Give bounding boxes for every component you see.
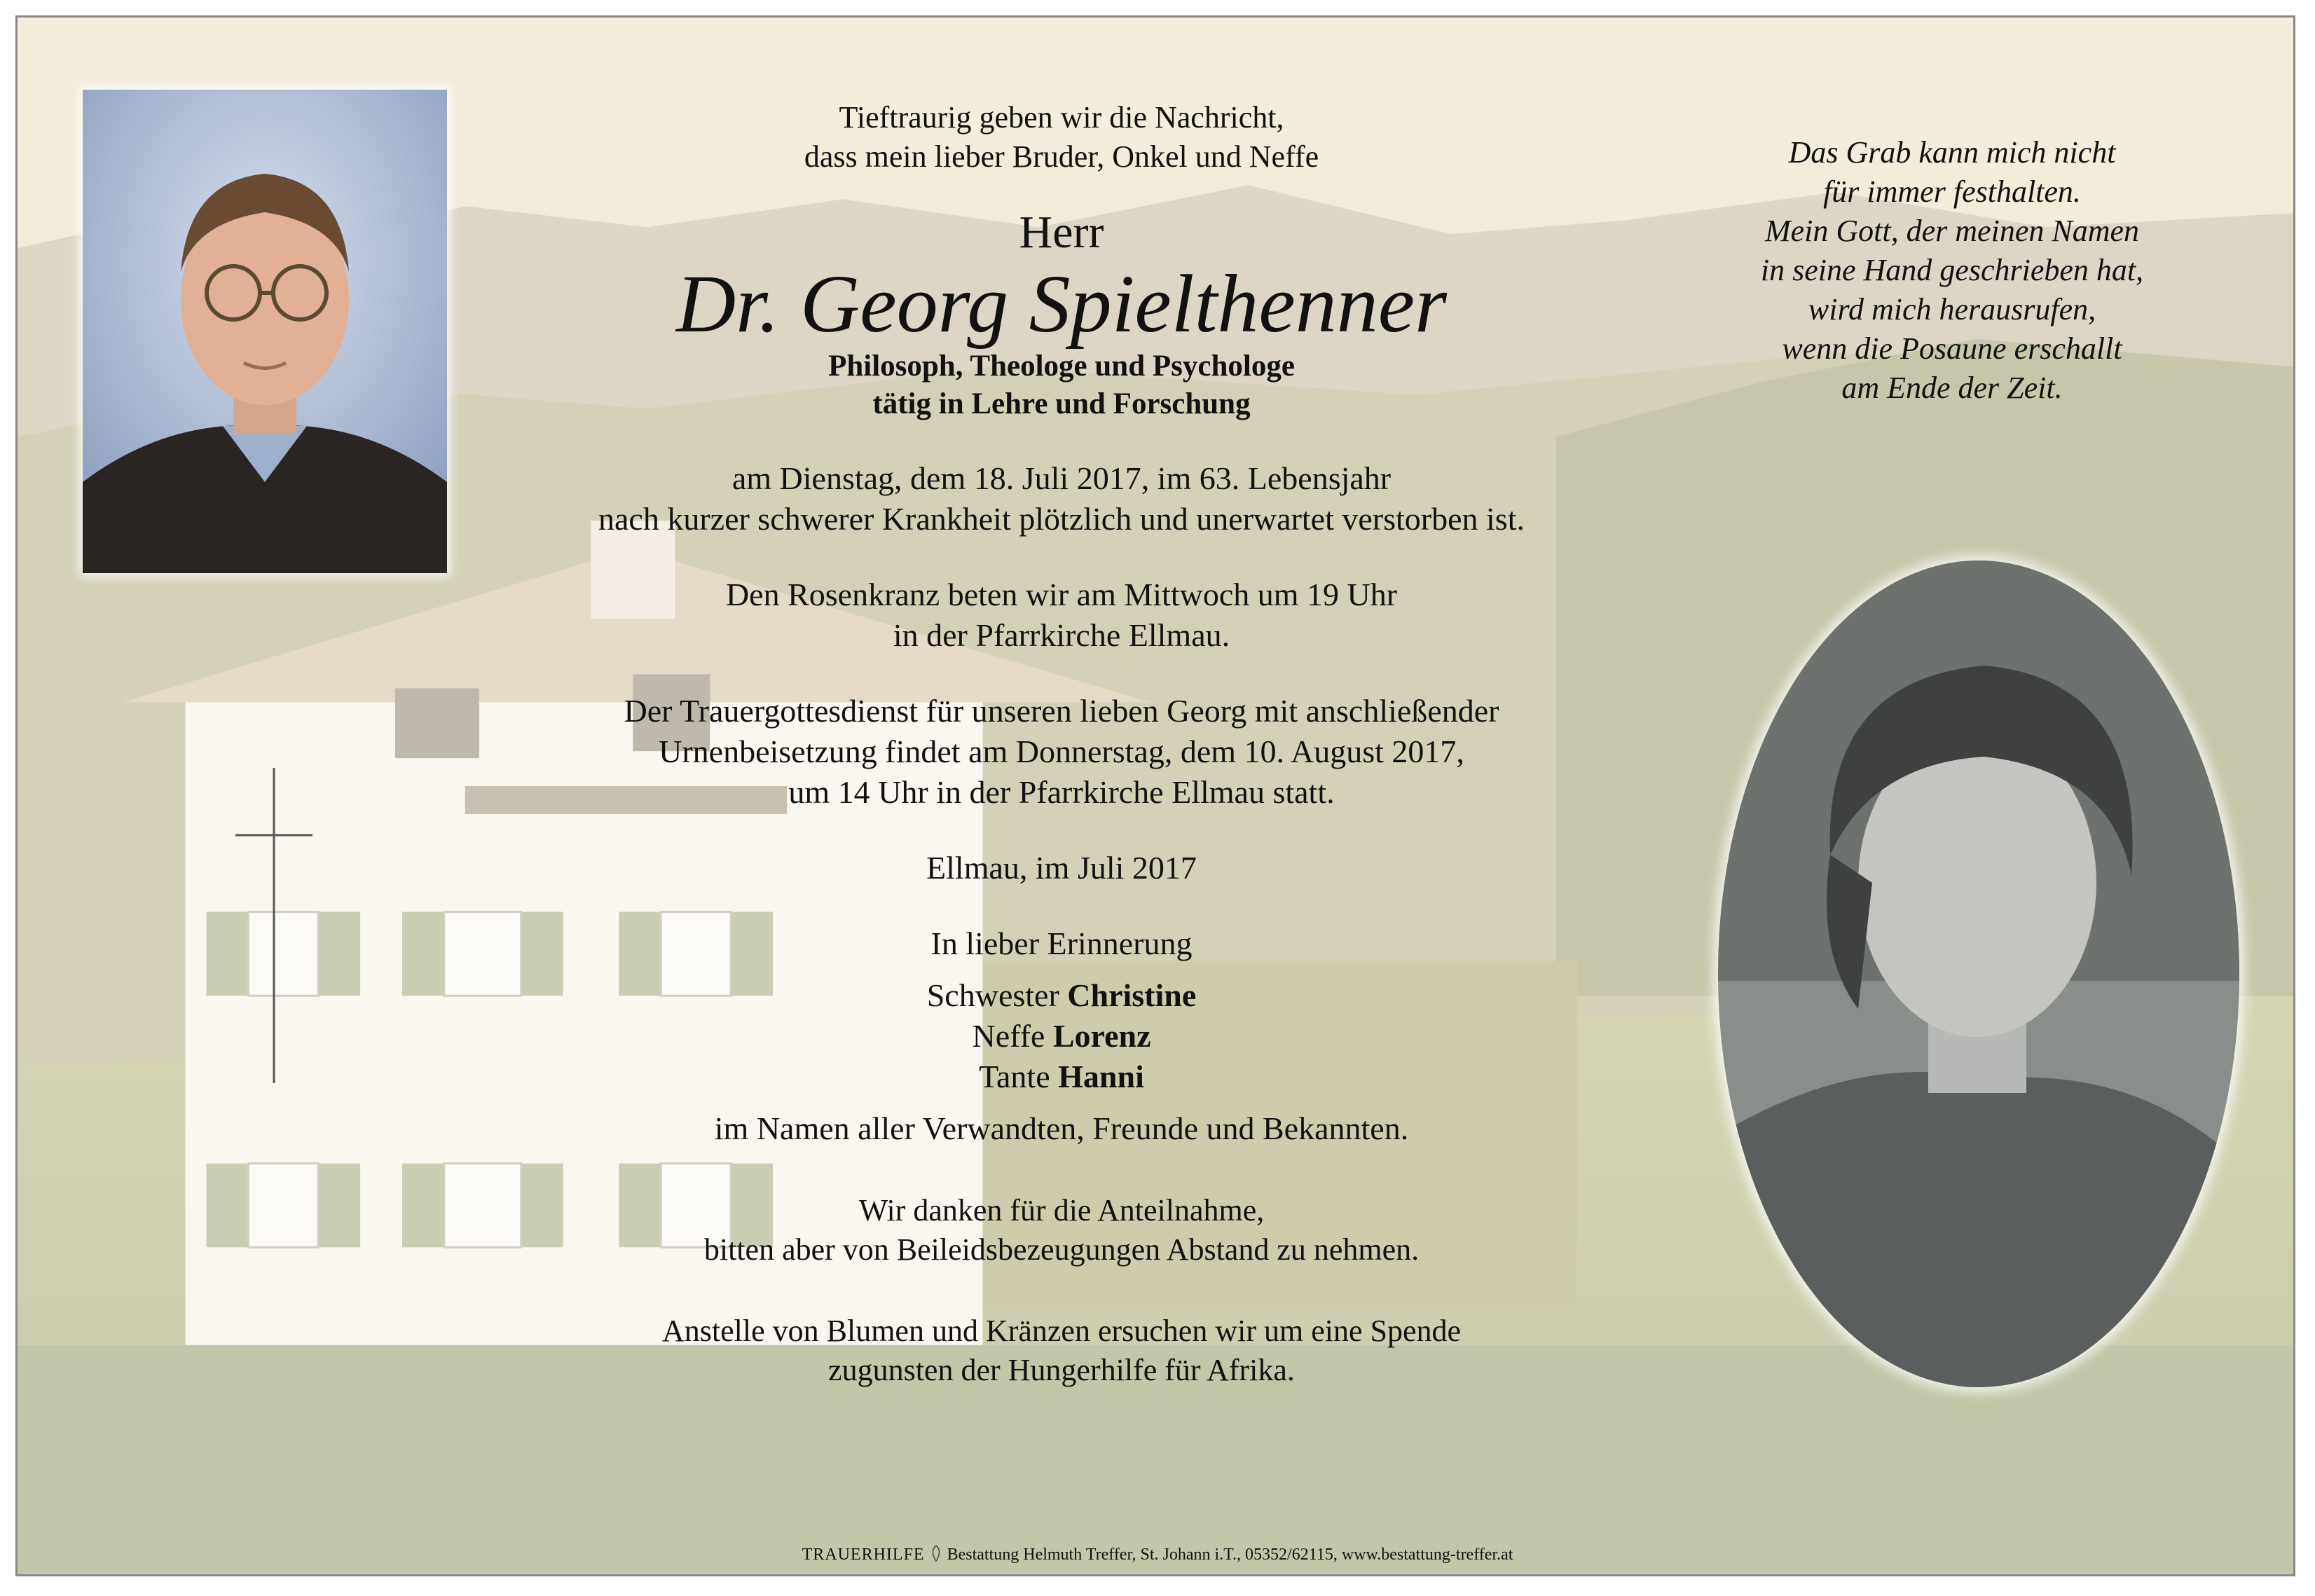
family-member bbox=[490, 975, 1633, 1016]
thanks-line: bitten aber von Beileidsbezeugungen Abstand zu nehmen. bbox=[703, 1232, 1420, 1267]
thanks-line: Wir danken für die Anteilnahme, bbox=[858, 1193, 1265, 1227]
verse-line: wird mich herausrufen, bbox=[1808, 292, 2096, 326]
deceased-name: Dr. Georg Spielthenner bbox=[675, 258, 1448, 350]
family-role: Tante bbox=[979, 1059, 1050, 1094]
donation-line: zugunsten der Hungerhilfe für Afrika. bbox=[828, 1353, 1295, 1387]
family-role: Neffe bbox=[972, 1018, 1045, 1054]
profession-line: Philosoph, Theologe und Psychologe bbox=[828, 350, 1295, 383]
death-line: nach kurzer schwerer Krankheit plötzlich und unerwartet verstorben ist. bbox=[598, 501, 1525, 537]
obituary-text bbox=[490, 98, 1633, 1390]
funeral-line: um 14 Uhr in der Pfarrkirche Ellmau statt. bbox=[788, 774, 1335, 810]
memorial-verse bbox=[1665, 133, 2239, 408]
portrait-photo bbox=[83, 90, 447, 573]
funeral-line: Urnenbeisetzung findet am Donnerstag, dem 10. August 2017, bbox=[659, 734, 1464, 769]
cross-icon bbox=[235, 768, 312, 1083]
verse-line: am Ende der Zeit. bbox=[1841, 371, 2063, 405]
memory-line: In lieber Erinnerung bbox=[930, 926, 1193, 961]
salutation: Herr bbox=[1019, 207, 1104, 258]
verse-line: wenn die Posaune erschallt bbox=[1782, 331, 2122, 366]
place-date: Ellmau, im Juli 2017 bbox=[926, 850, 1197, 886]
verse-line: für immer festhalten. bbox=[1823, 174, 2081, 209]
footer-text: Bestattung Helmuth Treffer, St. Johann i.T., 05352/62115, www.bestattung-treffer.at bbox=[947, 1546, 1513, 1564]
footer-brand: TRAUERHILFE bbox=[802, 1546, 925, 1564]
verse-line: Mein Gott, der meinen Namen bbox=[1765, 214, 2139, 248]
verse-line: Das Grab kann mich nicht bbox=[1788, 135, 2116, 170]
intro-line: Tieftraurig geben wir die Nachricht, bbox=[839, 100, 1284, 135]
family-role: Schwester bbox=[926, 977, 1059, 1013]
footer bbox=[0, 1544, 2315, 1565]
family-member bbox=[490, 1057, 1633, 1097]
rosary-line: in der Pfarrkirche Ellmau. bbox=[893, 617, 1230, 653]
verse-line: in seine Hand geschrieben hat, bbox=[1760, 253, 2144, 287]
family-name: Christine bbox=[1067, 977, 1197, 1013]
family-member bbox=[490, 1016, 1633, 1057]
profession-line: tätig in Lehre und Forschung bbox=[872, 387, 1251, 420]
intro-line: dass mein lieber Bruder, Onkel und Neffe bbox=[804, 139, 1319, 174]
youth-photo-oval bbox=[1718, 560, 2239, 1387]
relatives-line: im Namen aller Verwandten, Freunde und Bekannten. bbox=[714, 1110, 1409, 1146]
family-name: Lorenz bbox=[1052, 1018, 1151, 1054]
family-name: Hanni bbox=[1058, 1059, 1144, 1094]
donation-line: Anstelle von Blumen und Kränzen ersuchen wir um eine Spende bbox=[661, 1314, 1462, 1348]
trauerhilfe-logo-icon bbox=[929, 1545, 943, 1562]
funeral-line: Der Trauergottesdienst für unseren lieben Georg mit anschließender bbox=[624, 693, 1499, 729]
death-line: am Dienstag, dem 18. Juli 2017, im 63. Lebensjahr bbox=[731, 460, 1392, 496]
rosary-line: Den Rosenkranz beten wir am Mittwoch um 19 Uhr bbox=[725, 577, 1398, 612]
